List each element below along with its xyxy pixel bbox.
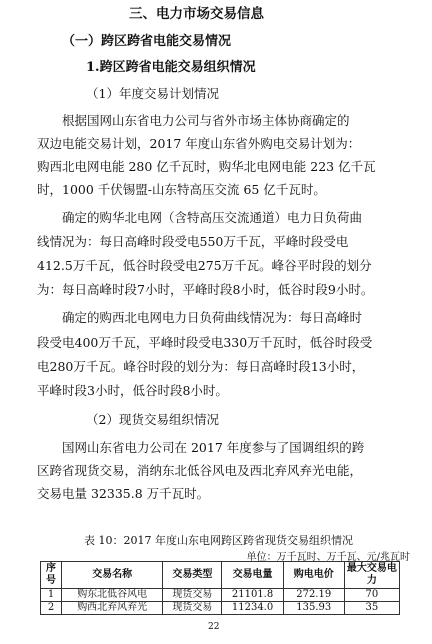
- table-cell: 11234.0: [222, 602, 283, 615]
- table-cell: 70: [344, 589, 399, 602]
- table-cell: 21101.8: [222, 589, 283, 602]
- section-heading: 三、电力市场交易信息: [129, 6, 264, 22]
- table-header-cell: 交易类型: [163, 562, 222, 589]
- table-header-row: [41, 562, 400, 589]
- table-caption: 表 10：2017 年度山东电网跨区跨省现货交易组织情况: [84, 534, 353, 547]
- paragraph-line: 国网山东省电力公司在 2017 年度参与了国调组织的跨: [62, 440, 365, 455]
- paragraph-line: 购西北电网电能 280 亿千瓦时，购华北电网电能 223 亿千瓦: [37, 159, 376, 174]
- table-cell: 2: [41, 602, 62, 615]
- paragraph-line: 412.5万千瓦，低谷时段受电275万千瓦。峰谷平时段的划分: [37, 258, 372, 273]
- table-cell: 135.93: [283, 602, 344, 615]
- paragraph-line: （2）现货交易组织情况: [86, 412, 219, 427]
- paragraph-line: 根据国网山东省电力公司与省外市场主体协商确定的: [62, 113, 350, 128]
- table-cell: 1: [41, 589, 62, 602]
- paragraph-line: 为：每日高峰时段7小时，平峰时段8小时，低谷时段9小时。: [37, 282, 374, 297]
- table-cell: 现货交易: [163, 602, 222, 615]
- table-cell: 现货交易: [163, 589, 222, 602]
- table-cell: 购东北低谷风电: [62, 589, 163, 602]
- paragraph-line: 段受电400万千瓦，平峰时段受电330万千瓦时，低谷时段受: [37, 335, 373, 350]
- paragraph-line: 平峰时段3小时，低谷时段8小时。: [37, 383, 228, 398]
- subsection-heading: （一）跨区跨省电能交易情况: [62, 34, 232, 49]
- table-header-cell: 交易名称: [62, 562, 163, 589]
- paragraph-line: 确定的购西北电网电力日负荷曲线情况为：每日高峰时: [62, 310, 363, 325]
- paragraph-line: （1）年度交易计划情况: [86, 86, 219, 101]
- paragraph-line: 确定的购华北电网（含特高压交流通道）电力日负荷曲: [62, 210, 363, 225]
- table-cell: 272.19: [283, 589, 344, 602]
- paragraph-line: 交易电量 32335.8 万千瓦时。: [37, 486, 210, 501]
- paragraph-line: 线情况为：每日高峰时段受电550万千瓦，平峰时段受电: [37, 234, 349, 249]
- table-header-cell: 最大交易电力: [344, 562, 399, 589]
- page-number: 22: [208, 622, 220, 632]
- table-cell: 35: [344, 602, 399, 615]
- table-cell: 购西北弃风弃光: [62, 602, 163, 615]
- table-unit: 单位：万千瓦时、万千瓦、元/兆瓦时: [246, 552, 410, 563]
- table-header-cell: 序号: [41, 562, 62, 589]
- paragraph-line: 时，1000 千伏锡盟-山东特高压交流 65 亿千瓦时。: [37, 182, 326, 197]
- paragraph-line: 双边电能交易计划，2017 年度山东省外购电交易计划为：: [37, 136, 361, 151]
- table-header-cell: 交易电量: [222, 562, 283, 589]
- paragraph-line: 区跨省现货交易，消纳东北低谷风电及西北弃风弃光电能，: [37, 463, 363, 478]
- paragraph-line: 电280万千瓦。峰谷时段的划分为：每日高峰时段13小时，: [37, 359, 365, 374]
- item-heading: 1.跨区跨省电能交易组织情况: [86, 60, 256, 75]
- spot-trading-table: [40, 561, 400, 615]
- table-row: [41, 602, 400, 615]
- table-row: [41, 589, 400, 602]
- table-header-cell: 购电电价: [283, 562, 344, 589]
